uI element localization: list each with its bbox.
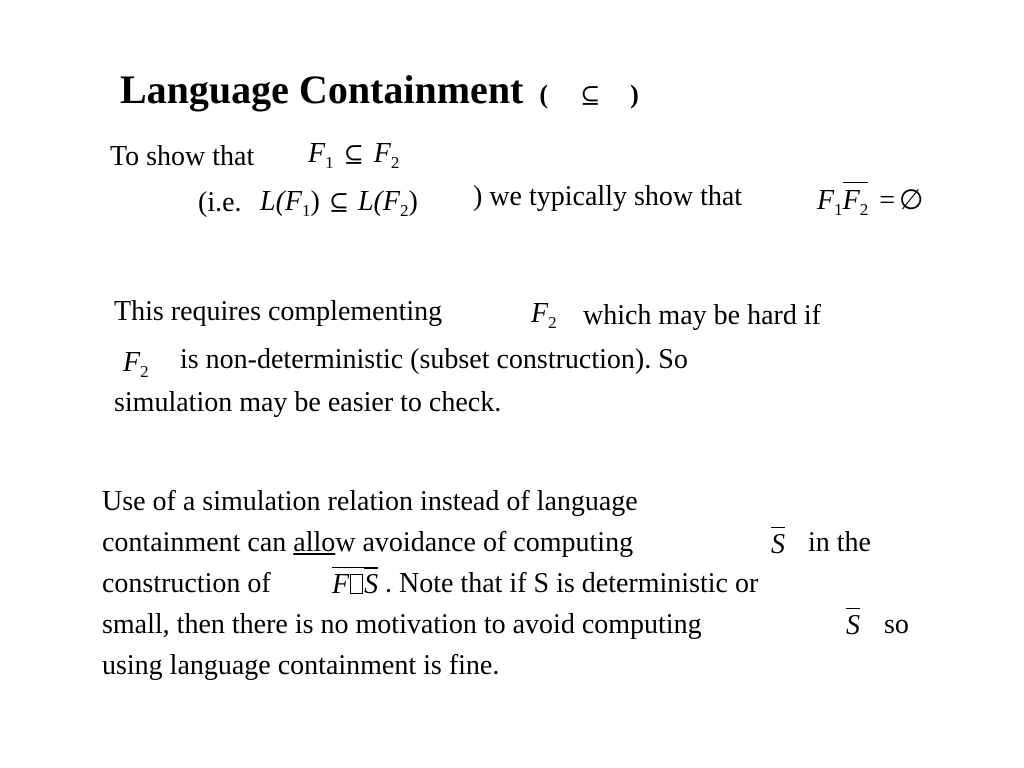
block3-line4-suffix: so	[884, 609, 909, 640]
formula-sub: 1	[325, 153, 334, 172]
formula-var: F	[842, 185, 860, 216]
block3-line2	[102, 529, 633, 557]
title-paren-open: (	[539, 80, 549, 109]
block3-line3-suffix: . Note that if S is deterministic or	[385, 568, 759, 599]
formula-eq: =	[879, 185, 896, 216]
formula-s-bar	[846, 612, 860, 640]
formula-f2	[531, 298, 557, 332]
formula-sub: 1	[834, 200, 843, 219]
block3-line5: using language containment is fine.	[102, 650, 500, 681]
block2-line1-suffix: which may be hard if	[583, 300, 821, 331]
formula-sub: 2	[859, 200, 869, 219]
formula-var: S	[771, 529, 785, 560]
emptyset-symbol: ∅	[899, 185, 924, 216]
formula-sub: 2	[140, 362, 149, 381]
formula-var: S	[364, 569, 379, 600]
formula-s-bar	[771, 531, 785, 559]
missing-glyph-box	[350, 574, 363, 594]
block1-line1-text: To show that	[110, 141, 255, 172]
formula-sub: 2	[548, 313, 557, 332]
formula-var: F	[332, 569, 350, 600]
formula-var: F	[123, 347, 141, 378]
formula-language-containment	[260, 186, 418, 220]
block2-line1-prefix: This requires complementing	[114, 296, 443, 327]
block3-line1: Use of a simulation relation instead of language	[102, 486, 638, 517]
formula-paren: )	[408, 186, 418, 217]
formula-var: F	[531, 298, 549, 329]
block1-line2-middle: ) we typically show that	[473, 181, 743, 212]
block3-line3-prefix: construction of	[102, 568, 271, 599]
formula-var: F	[308, 138, 326, 169]
formula-overline-group	[332, 567, 378, 600]
formula-sub: 2	[399, 201, 409, 220]
formula-sub: 2	[390, 153, 400, 172]
block3-line2-suffix: in the	[808, 527, 871, 558]
block2-line3-text: simulation may be easier to check.	[114, 387, 502, 418]
formula-complement	[842, 182, 869, 219]
title-text: Language Containment	[120, 67, 524, 112]
subseteq-symbol: ⊆	[580, 81, 601, 109]
title-paren-close: )	[630, 80, 639, 109]
formula-var: L(F	[260, 186, 302, 217]
underlined-text: allo	[293, 527, 336, 558]
formula-emptyset	[817, 185, 924, 219]
block1-line2-prefix: (i.e.	[198, 187, 242, 218]
slide-title	[120, 67, 639, 112]
formula-f-box-s	[332, 571, 378, 599]
formula-paren: )	[310, 186, 320, 217]
formula-var: L(F	[357, 186, 400, 217]
formula-rel: ⊆	[343, 140, 364, 168]
block3-line4-prefix: small, then there is no motivation to avoid computing	[102, 609, 702, 640]
block2-line2-text: is non-deterministic (subset construction). So	[180, 344, 688, 375]
formula-var: S	[846, 610, 860, 641]
formula-rel: ⊆	[328, 188, 349, 216]
formula-var: F	[817, 185, 835, 216]
formula-f1-subseteq-f2	[308, 138, 400, 172]
text-run: w avoidance of computing	[335, 527, 634, 558]
formula-f2	[123, 347, 149, 381]
text-run: containment can	[102, 527, 294, 558]
formula-sub: 1	[302, 201, 311, 220]
formula-var: F	[373, 138, 391, 169]
